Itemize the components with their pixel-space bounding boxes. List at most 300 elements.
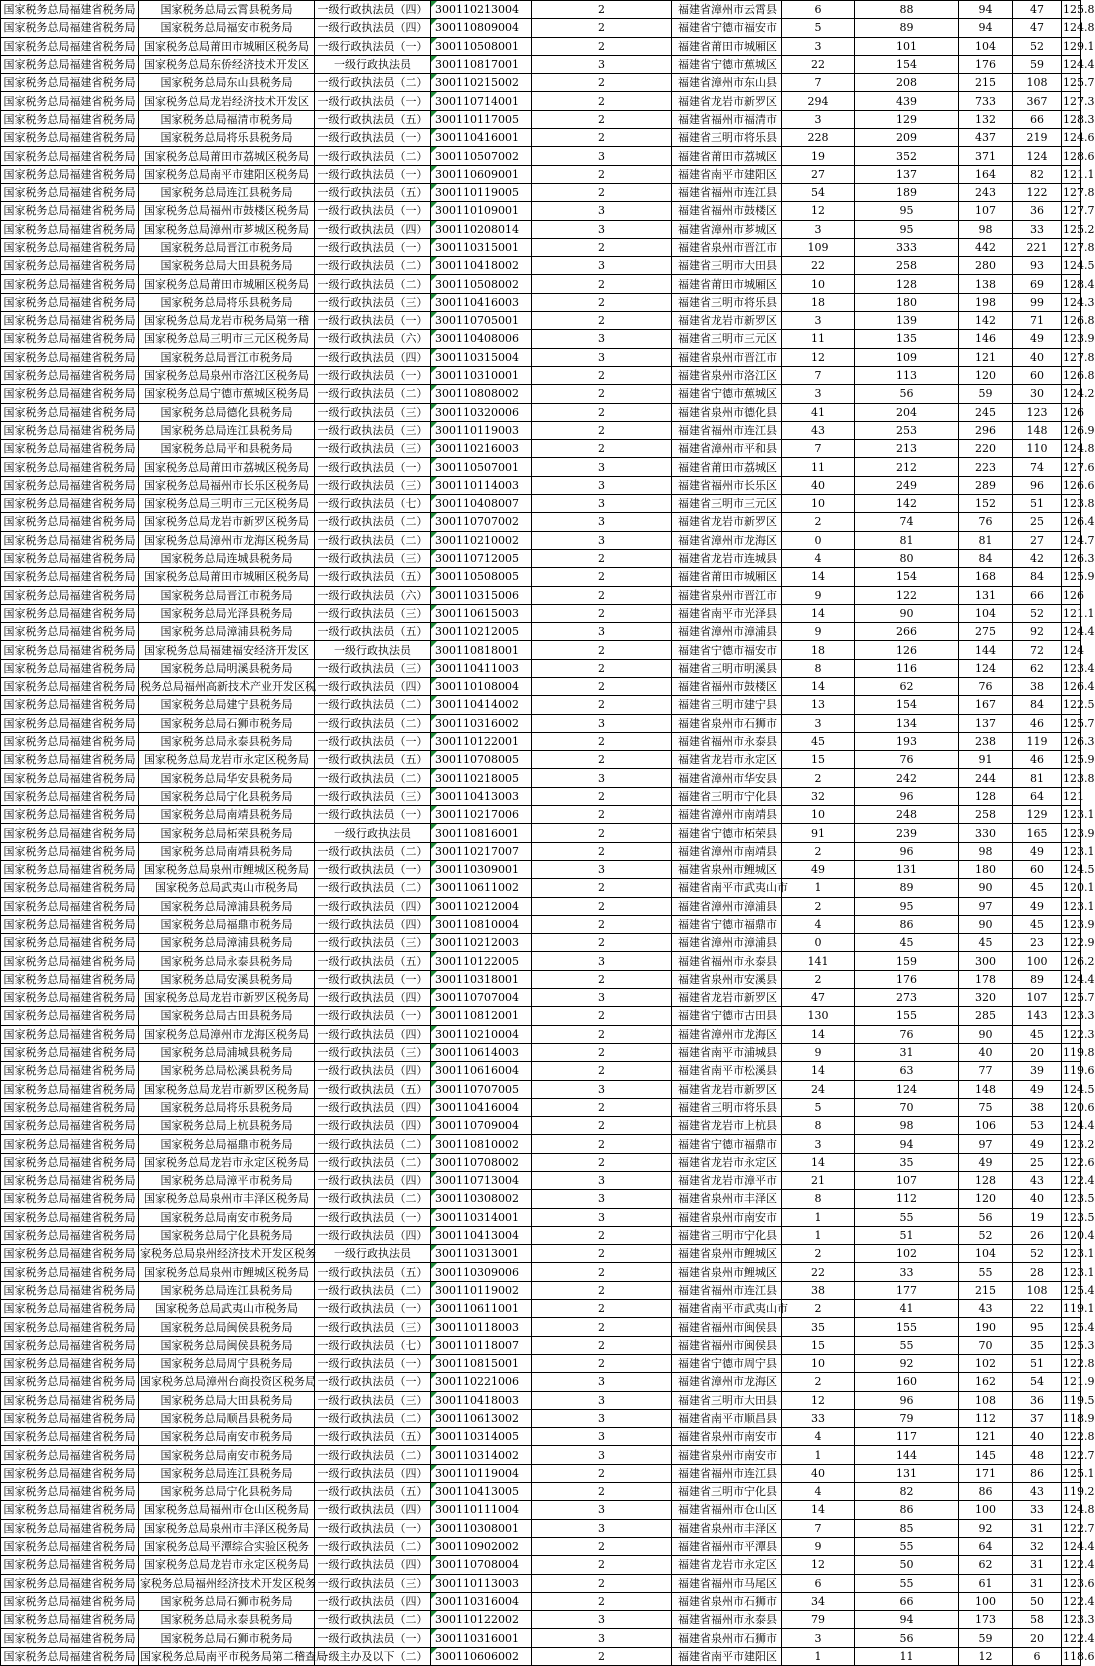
score-cell[interactable]: 122.6 — [1062, 1153, 1081, 1171]
count-cell[interactable]: 2 — [532, 879, 672, 897]
total-cell[interactable]: 12 — [959, 1647, 1013, 1665]
position-cell[interactable]: 一级行政执法员（五） — [315, 751, 431, 769]
ratio-cell[interactable]: 100 — [1013, 952, 1062, 970]
count-cell[interactable]: 2 — [532, 19, 672, 37]
num-b-cell[interactable]: 137 — [855, 165, 959, 183]
location-cell[interactable]: 福建省泉州市南安市 — [672, 1208, 782, 1226]
position-cell[interactable]: 一级行政执法员（五） — [315, 110, 431, 128]
count-cell[interactable]: 3 — [532, 989, 672, 1007]
num-a-cell[interactable]: 10 — [782, 806, 855, 824]
num-b-cell[interactable]: 74 — [855, 513, 959, 531]
unit-cell[interactable]: 国家税务总局宁德市蕉城区税务局 — [139, 385, 315, 403]
num-b-cell[interactable]: 94 — [855, 1135, 959, 1153]
unit-cell[interactable]: 国家税务总局连江县税务局 — [139, 421, 315, 439]
unit-cell[interactable]: 国家税务总局福安市税务局 — [139, 19, 315, 37]
unit-cell[interactable]: 国家税务总局泉州市洛江区税务局 — [139, 366, 315, 384]
total-cell[interactable]: 148 — [959, 1080, 1013, 1098]
agency-cell[interactable]: 国家税务总局福建省税务局 — [1, 1336, 139, 1354]
count-cell[interactable]: 3 — [532, 1373, 672, 1391]
agency-cell[interactable]: 国家税务总局福建省税务局 — [1, 1007, 139, 1025]
agency-cell[interactable]: 国家税务总局福建省税务局 — [1, 586, 139, 604]
ratio-cell[interactable]: 28 — [1013, 1263, 1062, 1281]
num-a-cell[interactable]: 4 — [782, 1483, 855, 1501]
count-cell[interactable]: 2 — [532, 37, 672, 55]
count-cell[interactable]: 3 — [532, 458, 672, 476]
unit-cell[interactable]: 国家税务总局漳州市龙海区税务局 — [139, 531, 315, 549]
agency-cell[interactable]: 国家税务总局福建省税务局 — [1, 1117, 139, 1135]
score-cell[interactable]: 122.8 — [1062, 1428, 1081, 1446]
ratio-cell[interactable]: 25 — [1013, 1153, 1062, 1171]
unit-cell[interactable]: 税务总局福州高新技术产业开发区税 — [139, 677, 315, 695]
score-cell[interactable]: 125.2 — [1062, 220, 1081, 238]
total-cell[interactable]: 40 — [959, 1043, 1013, 1061]
code-cell[interactable]: 300110708004 — [431, 1556, 532, 1574]
ratio-cell[interactable]: 36 — [1013, 1391, 1062, 1409]
location-cell[interactable]: 福建省宁德市蕉城区 — [672, 385, 782, 403]
score-cell[interactable]: 126.8 — [1062, 312, 1081, 330]
location-cell[interactable]: 福建省福州市永泰县 — [672, 952, 782, 970]
ratio-cell[interactable]: 84 — [1013, 568, 1062, 586]
code-cell[interactable]: 300110308002 — [431, 1190, 532, 1208]
code-cell[interactable]: 300110313001 — [431, 1245, 532, 1263]
count-cell[interactable]: 2 — [532, 1043, 672, 1061]
total-cell[interactable]: 90 — [959, 1025, 1013, 1043]
position-cell[interactable]: 一级行政执法员（五） — [315, 568, 431, 586]
total-cell[interactable]: 289 — [959, 476, 1013, 494]
num-a-cell[interactable]: 21 — [782, 1172, 855, 1190]
num-b-cell[interactable]: 55 — [855, 1208, 959, 1226]
score-cell[interactable]: 125.7 — [1062, 714, 1081, 732]
num-a-cell[interactable]: 7 — [782, 440, 855, 458]
agency-cell[interactable]: 国家税务总局福建省税务局 — [1, 970, 139, 988]
location-cell[interactable]: 福建省三明市将乐县 — [672, 293, 782, 311]
score-cell[interactable]: 120.1 — [1062, 879, 1081, 897]
location-cell[interactable]: 福建省泉州市南安市 — [672, 1446, 782, 1464]
position-cell[interactable]: 一级行政执法员（四） — [315, 1501, 431, 1519]
score-cell[interactable]: 125.9 — [1062, 568, 1081, 586]
score-cell[interactable]: 124.6 — [1062, 129, 1081, 147]
num-a-cell[interactable]: 18 — [782, 641, 855, 659]
num-a-cell[interactable]: 34 — [782, 1592, 855, 1610]
position-cell[interactable]: 一级行政执法员（四） — [315, 1226, 431, 1244]
agency-cell[interactable]: 国家税务总局福建省税务局 — [1, 1080, 139, 1098]
agency-cell[interactable]: 国家税务总局福建省税务局 — [1, 641, 139, 659]
score-cell[interactable]: 127.7 — [1062, 202, 1081, 220]
score-cell[interactable]: 124.4 — [1062, 1537, 1081, 1555]
unit-cell[interactable]: 国家税务总局宁化县税务局 — [139, 1226, 315, 1244]
code-cell[interactable]: 300110611002 — [431, 879, 532, 897]
agency-cell[interactable]: 国家税务总局福建省税务局 — [1, 1556, 139, 1574]
unit-cell[interactable]: 家税务总局福州经济技术开发区税务 — [139, 1574, 315, 1592]
location-cell[interactable]: 福建省福州市平潭县 — [672, 1537, 782, 1555]
agency-cell[interactable]: 国家税务总局福建省税务局 — [1, 257, 139, 275]
location-cell[interactable]: 福建省泉州市石狮市 — [672, 1629, 782, 1647]
unit-cell[interactable]: 国家税务总局平潭综合实验区税务 — [139, 1537, 315, 1555]
position-cell[interactable]: 一级行政执法员（二） — [315, 1446, 431, 1464]
num-b-cell[interactable]: 333 — [855, 238, 959, 256]
ratio-cell[interactable]: 81 — [1013, 769, 1062, 787]
unit-cell[interactable]: 国家税务总局武夷山市税务局 — [139, 879, 315, 897]
location-cell[interactable]: 福建省漳州市龙海区 — [672, 531, 782, 549]
position-cell[interactable]: 一级行政执法员（四） — [315, 348, 431, 366]
agency-cell[interactable]: 国家税务总局福建省税务局 — [1, 769, 139, 787]
agency-cell[interactable]: 国家税务总局福建省税务局 — [1, 531, 139, 549]
position-cell[interactable]: 一级行政执法员（五） — [315, 1080, 431, 1098]
score-cell[interactable]: 120.4 — [1062, 1226, 1081, 1244]
total-cell[interactable]: 76 — [959, 677, 1013, 695]
position-cell[interactable]: 一级行政执法员 — [315, 55, 431, 73]
unit-cell[interactable]: 国家税务总局将乐县税务局 — [139, 293, 315, 311]
unit-cell[interactable]: 国家税务总局石狮市税务局 — [139, 1629, 315, 1647]
ratio-cell[interactable]: 119 — [1013, 732, 1062, 750]
code-cell[interactable]: 300110216003 — [431, 440, 532, 458]
score-cell[interactable]: 128.4 — [1062, 275, 1081, 293]
total-cell[interactable]: 215 — [959, 1281, 1013, 1299]
ratio-cell[interactable]: 82 — [1013, 165, 1062, 183]
code-cell[interactable]: 300110210004 — [431, 1025, 532, 1043]
num-b-cell[interactable]: 86 — [855, 915, 959, 933]
agency-cell[interactable]: 国家税务总局福建省税务局 — [1, 1300, 139, 1318]
total-cell[interactable]: 152 — [959, 495, 1013, 513]
total-cell[interactable]: 190 — [959, 1318, 1013, 1336]
num-b-cell[interactable]: 209 — [855, 129, 959, 147]
position-cell[interactable]: 一级行政执法员（一） — [315, 1373, 431, 1391]
total-cell[interactable]: 43 — [959, 1300, 1013, 1318]
location-cell[interactable]: 福建省龙岩市永定区 — [672, 1556, 782, 1574]
code-cell[interactable]: 300110413004 — [431, 1226, 532, 1244]
location-cell[interactable]: 福建省三明市大田县 — [672, 1391, 782, 1409]
agency-cell[interactable]: 国家税务总局福建省税务局 — [1, 183, 139, 201]
count-cell[interactable]: 2 — [532, 970, 672, 988]
code-cell[interactable]: 300110714001 — [431, 92, 532, 110]
ratio-cell[interactable]: 35 — [1013, 1336, 1062, 1354]
score-cell[interactable]: 126.3 — [1062, 732, 1081, 750]
num-b-cell[interactable]: 142 — [855, 495, 959, 513]
ratio-cell[interactable]: 43 — [1013, 1483, 1062, 1501]
total-cell[interactable]: 70 — [959, 1336, 1013, 1354]
total-cell[interactable]: 164 — [959, 165, 1013, 183]
num-b-cell[interactable]: 112 — [855, 1190, 959, 1208]
code-cell[interactable]: 300110118007 — [431, 1336, 532, 1354]
location-cell[interactable]: 福建省福州市连江县 — [672, 1281, 782, 1299]
num-b-cell[interactable]: 213 — [855, 440, 959, 458]
num-a-cell[interactable]: 7 — [782, 366, 855, 384]
total-cell[interactable]: 106 — [959, 1117, 1013, 1135]
ratio-cell[interactable]: 38 — [1013, 1098, 1062, 1116]
count-cell[interactable]: 3 — [532, 1501, 672, 1519]
ratio-cell[interactable]: 43 — [1013, 1172, 1062, 1190]
num-a-cell[interactable]: 3 — [782, 110, 855, 128]
position-cell[interactable]: 一级行政执法员（一） — [315, 92, 431, 110]
num-b-cell[interactable]: 176 — [855, 970, 959, 988]
score-cell[interactable]: 124 — [1062, 641, 1081, 659]
ratio-cell[interactable]: 45 — [1013, 879, 1062, 897]
num-a-cell[interactable]: 3 — [782, 1135, 855, 1153]
position-cell[interactable]: 一级行政执法员（二） — [315, 1135, 431, 1153]
unit-cell[interactable]: 国家税务总局大田县税务局 — [139, 1391, 315, 1409]
location-cell[interactable]: 福建省福州市闽侯县 — [672, 1318, 782, 1336]
num-b-cell[interactable]: 204 — [855, 403, 959, 421]
total-cell[interactable]: 132 — [959, 110, 1013, 128]
count-cell[interactable]: 2 — [532, 751, 672, 769]
code-cell[interactable]: 300110114003 — [431, 476, 532, 494]
num-b-cell[interactable]: 41 — [855, 1300, 959, 1318]
code-cell[interactable]: 300110707005 — [431, 1080, 532, 1098]
ratio-cell[interactable]: 31 — [1013, 1519, 1062, 1537]
location-cell[interactable]: 福建省龙岩市永定区 — [672, 751, 782, 769]
num-a-cell[interactable]: 3 — [782, 714, 855, 732]
num-b-cell[interactable]: 273 — [855, 989, 959, 1007]
num-a-cell[interactable]: 0 — [782, 531, 855, 549]
count-cell[interactable]: 2 — [532, 1336, 672, 1354]
num-b-cell[interactable]: 117 — [855, 1428, 959, 1446]
code-cell[interactable]: 300110217006 — [431, 806, 532, 824]
count-cell[interactable]: 3 — [532, 495, 672, 513]
num-a-cell[interactable]: 91 — [782, 824, 855, 842]
position-cell[interactable]: 一级行政执法员（五） — [315, 1428, 431, 1446]
unit-cell[interactable]: 国家税务总局漳浦县税务局 — [139, 623, 315, 641]
ratio-cell[interactable]: 367 — [1013, 92, 1062, 110]
num-b-cell[interactable]: 31 — [855, 1043, 959, 1061]
position-cell[interactable]: 一级行政执法员（二） — [315, 531, 431, 549]
code-cell[interactable]: 300110508002 — [431, 275, 532, 293]
score-cell[interactable]: 123.9 — [1062, 915, 1081, 933]
num-a-cell[interactable]: 9 — [782, 623, 855, 641]
count-cell[interactable]: 2 — [532, 74, 672, 92]
location-cell[interactable]: 福建省漳州市漳浦县 — [672, 623, 782, 641]
num-a-cell[interactable]: 9 — [782, 1043, 855, 1061]
count-cell[interactable]: 3 — [532, 769, 672, 787]
position-cell[interactable]: 一级行政执法员（二） — [315, 879, 431, 897]
code-cell[interactable]: 300110109001 — [431, 202, 532, 220]
ratio-cell[interactable]: 110 — [1013, 440, 1062, 458]
unit-cell[interactable]: 国家税务总局明溪县税务局 — [139, 659, 315, 677]
position-cell[interactable]: 一级行政执法员（四） — [315, 1172, 431, 1190]
total-cell[interactable]: 59 — [959, 385, 1013, 403]
score-cell[interactable]: 119.2 — [1062, 1483, 1081, 1501]
position-cell[interactable]: 一级行政执法员（二） — [315, 1409, 431, 1427]
code-cell[interactable]: 300110817001 — [431, 55, 532, 73]
agency-cell[interactable]: 国家税务总局福建省税务局 — [1, 1098, 139, 1116]
num-b-cell[interactable]: 126 — [855, 641, 959, 659]
location-cell[interactable]: 福建省龙岩市新罗区 — [672, 989, 782, 1007]
score-cell[interactable]: 118.6 — [1062, 1647, 1081, 1665]
total-cell[interactable]: 94 — [959, 19, 1013, 37]
position-cell[interactable]: 一级行政执法员（一） — [315, 202, 431, 220]
location-cell[interactable]: 福建省漳州市龙海区 — [672, 1373, 782, 1391]
num-a-cell[interactable]: 2 — [782, 970, 855, 988]
num-b-cell[interactable]: 95 — [855, 202, 959, 220]
ratio-cell[interactable]: 51 — [1013, 1354, 1062, 1372]
count-cell[interactable]: 3 — [532, 147, 672, 165]
total-cell[interactable]: 97 — [959, 1135, 1013, 1153]
total-cell[interactable]: 176 — [959, 55, 1013, 73]
num-a-cell[interactable]: 10 — [782, 275, 855, 293]
code-cell[interactable]: 300110212004 — [431, 897, 532, 915]
num-b-cell[interactable]: 96 — [855, 787, 959, 805]
total-cell[interactable]: 77 — [959, 1062, 1013, 1080]
location-cell[interactable]: 福建省宁德市蕉城区 — [672, 55, 782, 73]
num-b-cell[interactable]: 160 — [855, 1373, 959, 1391]
count-cell[interactable]: 2 — [532, 1556, 672, 1574]
code-cell[interactable]: 300110316002 — [431, 714, 532, 732]
position-cell[interactable]: 一级行政执法员（一） — [315, 1354, 431, 1372]
code-cell[interactable]: 300110712005 — [431, 549, 532, 567]
score-cell[interactable]: 127.3 — [1062, 92, 1081, 110]
total-cell[interactable]: 733 — [959, 92, 1013, 110]
position-cell[interactable]: 一级行政执法员（二） — [315, 385, 431, 403]
location-cell[interactable]: 福建省泉州市晋江市 — [672, 238, 782, 256]
score-cell[interactable]: 126.4 — [1062, 677, 1081, 695]
num-b-cell[interactable]: 113 — [855, 366, 959, 384]
location-cell[interactable]: 福建省三明市宁化县 — [672, 787, 782, 805]
num-a-cell[interactable]: 3 — [782, 37, 855, 55]
ratio-cell[interactable]: 143 — [1013, 1007, 1062, 1025]
score-cell[interactable]: 122.7 — [1062, 1446, 1081, 1464]
agency-cell[interactable]: 国家税务总局福建省税务局 — [1, 1611, 139, 1629]
num-a-cell[interactable]: 14 — [782, 1501, 855, 1519]
num-b-cell[interactable]: 56 — [855, 1629, 959, 1647]
num-b-cell[interactable]: 253 — [855, 421, 959, 439]
code-cell[interactable]: 300110418002 — [431, 257, 532, 275]
unit-cell[interactable]: 国家税务总局莆田市荔城区税务局 — [139, 458, 315, 476]
count-cell[interactable]: 2 — [532, 934, 672, 952]
num-a-cell[interactable]: 6 — [782, 1, 855, 19]
total-cell[interactable]: 52 — [959, 1226, 1013, 1244]
score-cell[interactable]: 124.5 — [1062, 860, 1081, 878]
ratio-cell[interactable]: 25 — [1013, 513, 1062, 531]
count-cell[interactable]: 3 — [532, 348, 672, 366]
code-cell[interactable]: 300110119004 — [431, 1464, 532, 1482]
count-cell[interactable]: 2 — [532, 842, 672, 860]
count-cell[interactable]: 3 — [532, 952, 672, 970]
location-cell[interactable]: 福建省龙岩市新罗区 — [672, 92, 782, 110]
position-cell[interactable]: 一级行政执法员（七） — [315, 1336, 431, 1354]
count-cell[interactable]: 2 — [532, 1537, 672, 1555]
count-cell[interactable]: 3 — [532, 714, 672, 732]
total-cell[interactable]: 275 — [959, 623, 1013, 641]
score-cell[interactable]: 129.1 — [1062, 37, 1081, 55]
code-cell[interactable]: 300110902002 — [431, 1537, 532, 1555]
num-b-cell[interactable]: 70 — [855, 1098, 959, 1116]
score-cell[interactable]: 123.1 — [1062, 806, 1081, 824]
total-cell[interactable]: 102 — [959, 1354, 1013, 1372]
location-cell[interactable]: 福建省南平市浦城县 — [672, 1043, 782, 1061]
num-b-cell[interactable]: 94 — [855, 1611, 959, 1629]
score-cell[interactable]: 124.7 — [1062, 531, 1081, 549]
num-a-cell[interactable]: 19 — [782, 147, 855, 165]
count-cell[interactable]: 2 — [532, 549, 672, 567]
total-cell[interactable]: 142 — [959, 312, 1013, 330]
total-cell[interactable]: 244 — [959, 769, 1013, 787]
code-cell[interactable]: 300110315006 — [431, 586, 532, 604]
count-cell[interactable]: 2 — [532, 1245, 672, 1263]
unit-cell[interactable]: 国家税务总局南平市税务局第二稽查局 — [139, 1647, 315, 1665]
ratio-cell[interactable]: 49 — [1013, 330, 1062, 348]
unit-cell[interactable]: 国家税务总局三明市三元区税务局 — [139, 330, 315, 348]
ratio-cell[interactable]: 33 — [1013, 1501, 1062, 1519]
code-cell[interactable]: 300110218005 — [431, 769, 532, 787]
unit-cell[interactable]: 国家税务总局龙岩市新罗区税务局 — [139, 1080, 315, 1098]
score-cell[interactable]: 123.4 — [1062, 659, 1081, 677]
unit-cell[interactable]: 国家税务总局古田县税务局 — [139, 1007, 315, 1025]
code-cell[interactable]: 300110320006 — [431, 403, 532, 421]
num-b-cell[interactable]: 50 — [855, 1556, 959, 1574]
num-a-cell[interactable]: 141 — [782, 952, 855, 970]
total-cell[interactable]: 81 — [959, 531, 1013, 549]
unit-cell[interactable]: 国家税务总局福州市长乐区税务局 — [139, 476, 315, 494]
count-cell[interactable]: 2 — [532, 1464, 672, 1482]
total-cell[interactable]: 90 — [959, 915, 1013, 933]
count-cell[interactable]: 3 — [532, 1629, 672, 1647]
total-cell[interactable]: 162 — [959, 1373, 1013, 1391]
score-cell[interactable]: 119.5 — [1062, 1391, 1081, 1409]
count-cell[interactable]: 2 — [532, 1574, 672, 1592]
num-a-cell[interactable]: 2 — [782, 1373, 855, 1391]
num-b-cell[interactable]: 155 — [855, 1007, 959, 1025]
ratio-cell[interactable]: 50 — [1013, 1592, 1062, 1610]
count-cell[interactable]: 3 — [532, 1446, 672, 1464]
total-cell[interactable]: 168 — [959, 568, 1013, 586]
location-cell[interactable]: 福建省泉州市安溪县 — [672, 970, 782, 988]
ratio-cell[interactable]: 60 — [1013, 366, 1062, 384]
position-cell[interactable]: 一级行政执法员（二） — [315, 513, 431, 531]
agency-cell[interactable]: 国家税务总局福建省税务局 — [1, 275, 139, 293]
num-a-cell[interactable]: 15 — [782, 751, 855, 769]
ratio-cell[interactable]: 60 — [1013, 860, 1062, 878]
score-cell[interactable]: 126 — [1062, 586, 1081, 604]
num-b-cell[interactable]: 177 — [855, 1281, 959, 1299]
num-b-cell[interactable]: 51 — [855, 1226, 959, 1244]
unit-cell[interactable]: 国家税务总局泉州市丰泽区税务局 — [139, 1190, 315, 1208]
code-cell[interactable]: 300110119003 — [431, 421, 532, 439]
num-a-cell[interactable]: 24 — [782, 1080, 855, 1098]
unit-cell[interactable]: 国家税务总局龙岩市永定区税务局 — [139, 1556, 315, 1574]
ratio-cell[interactable]: 49 — [1013, 842, 1062, 860]
count-cell[interactable]: 2 — [532, 238, 672, 256]
ratio-cell[interactable]: 221 — [1013, 238, 1062, 256]
count-cell[interactable]: 3 — [532, 1190, 672, 1208]
num-a-cell[interactable]: 1 — [782, 1226, 855, 1244]
position-cell[interactable]: 一级行政执法员（一） — [315, 732, 431, 750]
agency-cell[interactable]: 国家税务总局福建省税务局 — [1, 440, 139, 458]
unit-cell[interactable]: 国家税务总局顺昌县税务局 — [139, 1409, 315, 1427]
num-a-cell[interactable]: 1 — [782, 1647, 855, 1665]
num-a-cell[interactable]: 2 — [782, 513, 855, 531]
code-cell[interactable]: 300110119005 — [431, 183, 532, 201]
unit-cell[interactable]: 国家税务总局莆田市城厢区税务局 — [139, 568, 315, 586]
code-cell[interactable]: 300110411003 — [431, 659, 532, 677]
agency-cell[interactable]: 国家税务总局福建省税务局 — [1, 1519, 139, 1537]
ratio-cell[interactable]: 6 — [1013, 1647, 1062, 1665]
count-cell[interactable]: 2 — [532, 824, 672, 842]
agency-cell[interactable]: 国家税务总局福建省税务局 — [1, 732, 139, 750]
location-cell[interactable]: 福建省三明市宁化县 — [672, 1483, 782, 1501]
location-cell[interactable]: 福建省福州市永泰县 — [672, 1611, 782, 1629]
score-cell[interactable]: 123.8 — [1062, 769, 1081, 787]
ratio-cell[interactable]: 58 — [1013, 1611, 1062, 1629]
unit-cell[interactable]: 国家税务总局漳浦县税务局 — [139, 934, 315, 952]
agency-cell[interactable]: 国家税务总局福建省税务局 — [1, 623, 139, 641]
count-cell[interactable]: 2 — [532, 1300, 672, 1318]
position-cell[interactable]: 一级行政执法员（四） — [315, 677, 431, 695]
ratio-cell[interactable]: 40 — [1013, 348, 1062, 366]
position-cell[interactable]: 一级行政执法员（二） — [315, 769, 431, 787]
num-a-cell[interactable]: 4 — [782, 1428, 855, 1446]
code-cell[interactable]: 300110416003 — [431, 293, 532, 311]
position-cell[interactable]: 一级主办及以下（二） — [315, 1647, 431, 1665]
location-cell[interactable]: 福建省泉州市南安市 — [672, 1428, 782, 1446]
